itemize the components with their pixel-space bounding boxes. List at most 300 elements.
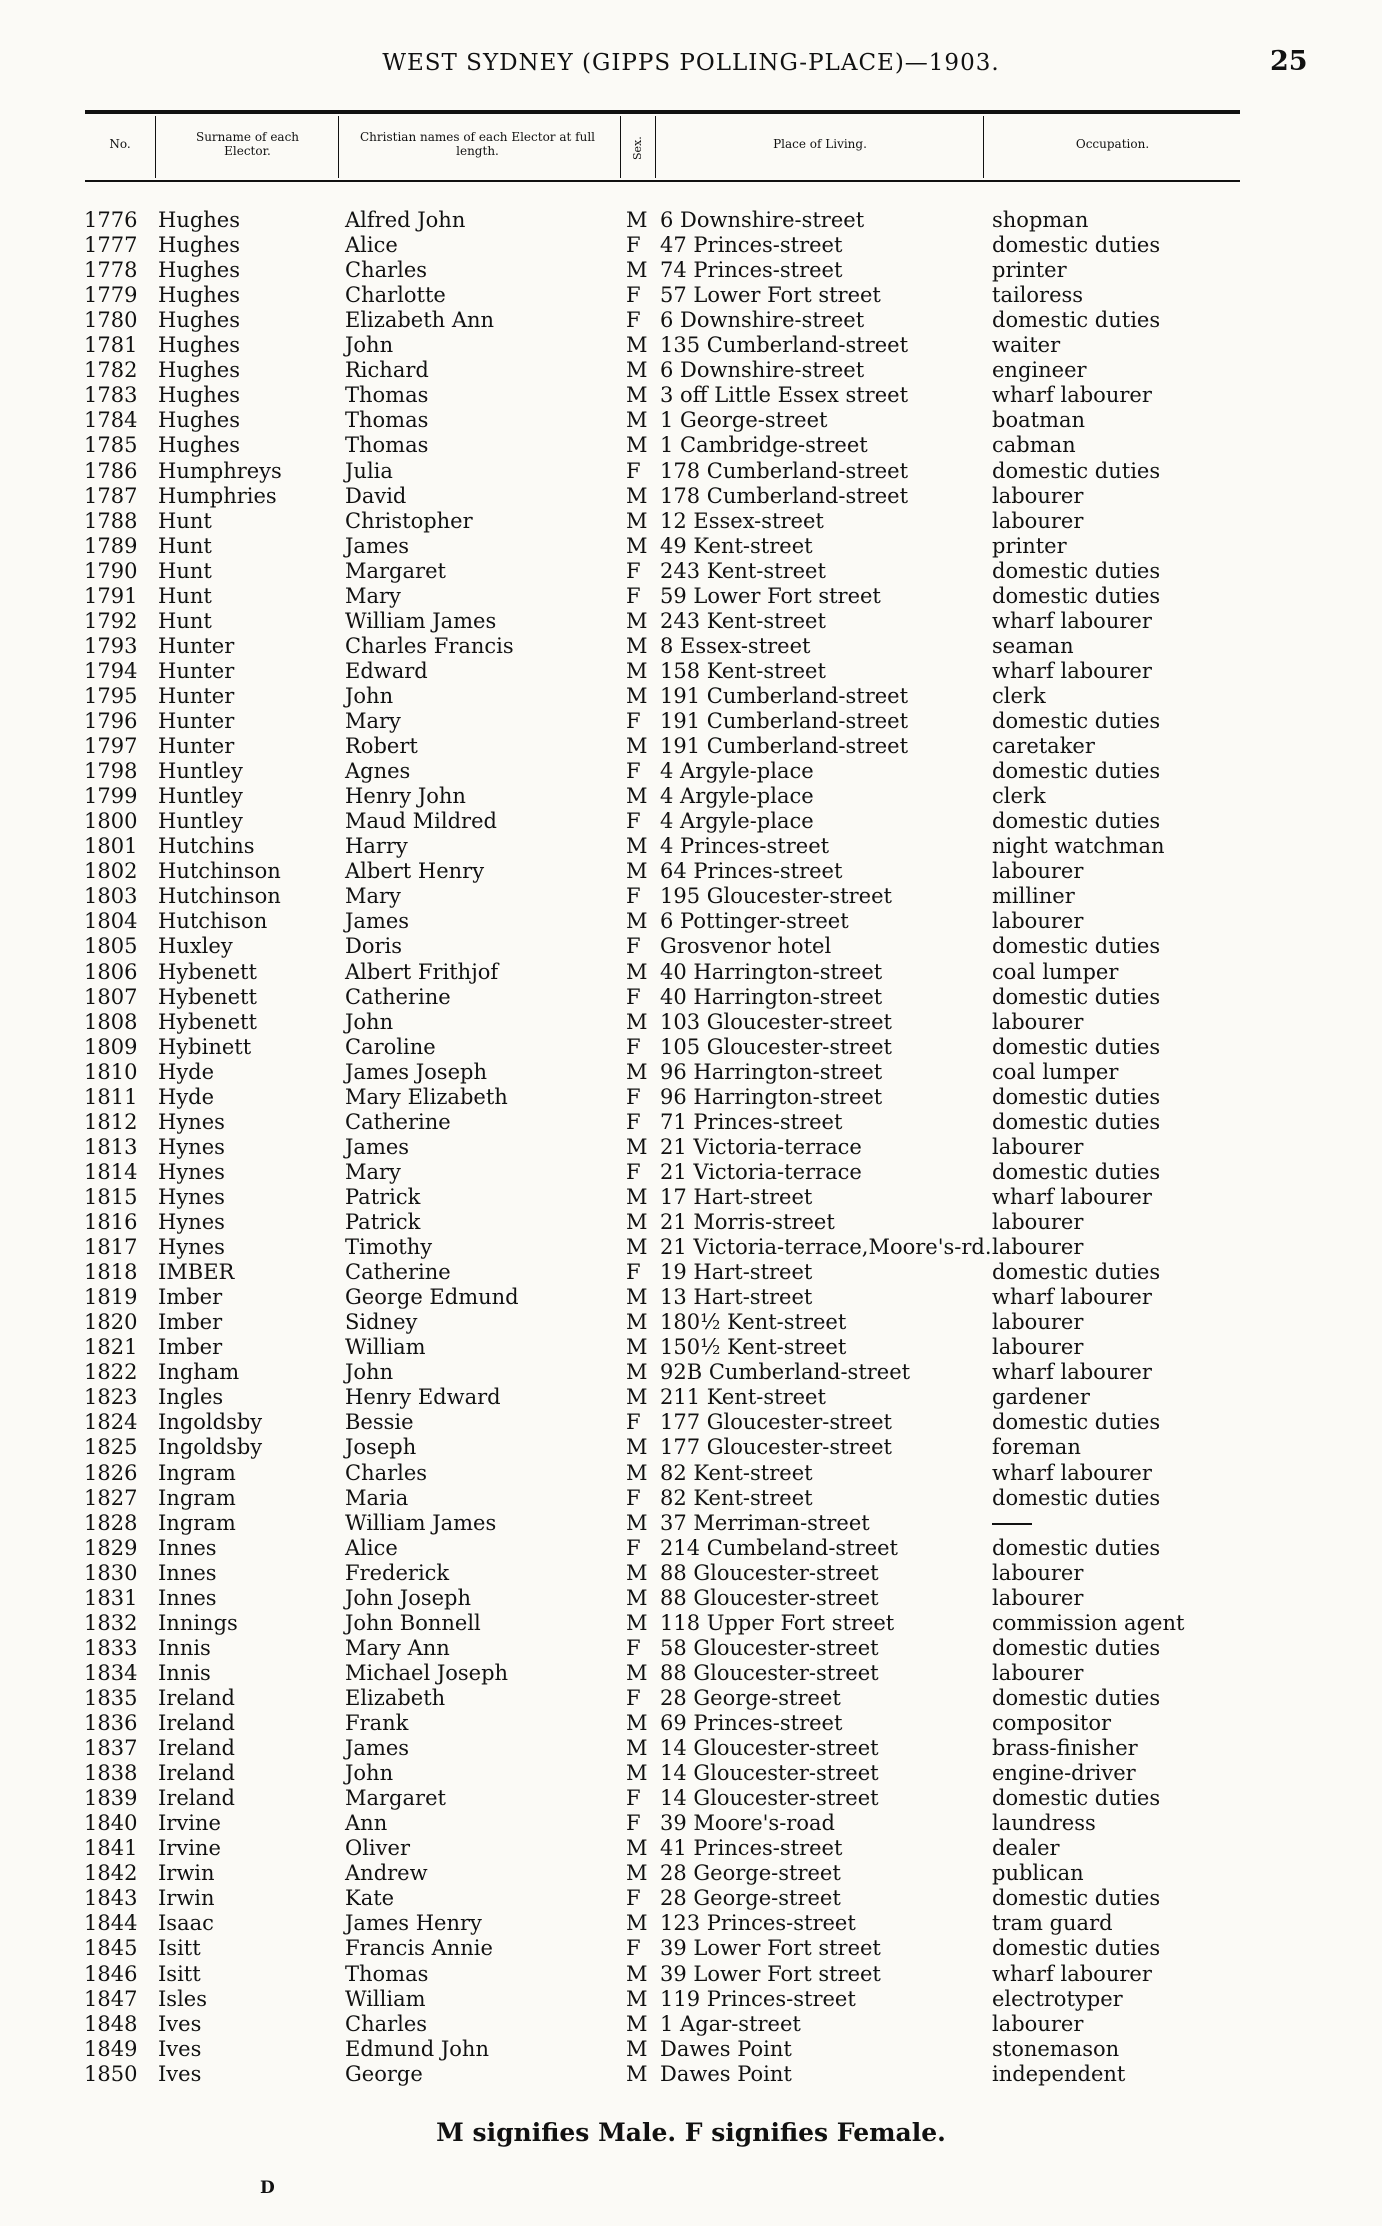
elector-surname: Hyde (158, 1084, 215, 1109)
elector-number: 1838 (84, 1761, 138, 1786)
elector-surname: Ingoldsby (158, 1435, 263, 1460)
elector-place-of-living: 158 Kent-street (660, 658, 826, 683)
elector-surname: Hynes (158, 1210, 225, 1234)
elector-surname: Innings (158, 1610, 238, 1635)
elector-number: 1850 (84, 2061, 138, 2086)
header-christian-names: Christian names of each Elector at full length. (360, 130, 595, 158)
elector-number: 1841 (84, 1836, 138, 1861)
elector-occupation: domestic duties (992, 558, 1161, 583)
elector-surname: Imber (158, 1335, 223, 1360)
elector-occupation: domestic duties (992, 1635, 1161, 1660)
elector-surname: Hughes (158, 308, 241, 333)
elector-surname: Isitt (158, 1936, 201, 1961)
elector-sex: M (626, 258, 648, 283)
elector-sex: F (626, 1260, 641, 1285)
column-divider (155, 116, 156, 178)
elector-sex: F (626, 1786, 641, 1811)
elector-occupation: domestic duties (992, 583, 1161, 608)
elector-christian-names: George Edmund (345, 1285, 519, 1310)
elector-number: 1813 (84, 1134, 138, 1159)
elector-surname: Hutchison (158, 909, 268, 934)
elector-surname: Hughes (158, 233, 241, 258)
elector-christian-names: Mary (345, 709, 401, 733)
elector-christian-names: James (345, 1736, 410, 1761)
elector-place-of-living: 135 Cumberland-street (660, 333, 909, 358)
elector-place-of-living: 64 Princes-street (660, 859, 843, 884)
elector-sex: F (626, 458, 641, 483)
elector-number: 1784 (84, 408, 138, 433)
table-row (0, 1536, 1382, 1561)
elector-number: 1776 (84, 208, 138, 232)
elector-sex: F (626, 1685, 641, 1710)
elector-place-of-living: 74 Princes-street (660, 258, 843, 283)
elector-place-of-living: 21 Morris-street (660, 1210, 835, 1234)
elector-surname: Irvine (158, 1836, 221, 1861)
elector-christian-names: Thomas (345, 383, 429, 408)
elector-occupation: printer (992, 258, 1067, 283)
elector-occupation: domestic duties (992, 1260, 1161, 1285)
elector-christian-names: William James (345, 1510, 497, 1535)
elector-christian-names: Maud Mildred (345, 809, 497, 834)
elector-sex: M (626, 1009, 648, 1034)
elector-sex: F (626, 934, 641, 959)
elector-christian-names: Francis Annie (345, 1936, 493, 1961)
elector-sex: M (626, 383, 648, 408)
elector-sex: F (626, 308, 641, 333)
elector-surname: Innis (158, 1635, 211, 1660)
elector-surname: Hunt (158, 608, 212, 633)
elector-occupation: engine-driver (992, 1761, 1136, 1786)
elector-occupation: domestic duties (992, 809, 1161, 834)
table-row (0, 1360, 1382, 1385)
elector-place-of-living: 37 Merriman-street (660, 1510, 870, 1535)
elector-surname: Ireland (158, 1761, 235, 1786)
elector-place-of-living: 4 Princes-street (660, 834, 830, 859)
elector-occupation: wharf labourer (992, 1360, 1152, 1385)
elector-sex: M (626, 734, 648, 759)
elector-number: 1836 (84, 1711, 138, 1735)
elector-sex: M (626, 834, 648, 859)
elector-christian-names: Michael Joseph (345, 1660, 509, 1685)
elector-number: 1835 (84, 1685, 138, 1710)
table-row (0, 1911, 1382, 1936)
elector-surname: Ives (158, 2061, 202, 2086)
elector-place-of-living: 82 Kent-street (660, 1460, 813, 1485)
elector-number: 1846 (84, 1961, 138, 1986)
elector-surname: Humphreys (158, 458, 282, 483)
elector-place-of-living: 1 Agar-street (660, 2011, 801, 2036)
elector-sex: M (626, 784, 648, 809)
elector-occupation: labourer (992, 1235, 1084, 1260)
elector-sex: M (626, 1560, 648, 1585)
elector-sex: M (626, 683, 648, 708)
elector-occupation: waiter (992, 333, 1061, 358)
elector-sex: M (626, 1134, 648, 1159)
elector-number: 1786 (84, 458, 138, 483)
elector-sex: M (626, 1961, 648, 1986)
elector-christian-names: Bessie (345, 1410, 414, 1435)
occupation-blank-dash (992, 1523, 1032, 1525)
elector-place-of-living: 6 Pottinger-street (660, 909, 849, 934)
elector-place-of-living: 28 George-street (660, 1861, 841, 1886)
elector-christian-names: Julia (345, 458, 393, 483)
elector-number: 1824 (84, 1410, 138, 1435)
elector-occupation: electrotyper (992, 1986, 1123, 2011)
elector-number: 1781 (84, 333, 138, 358)
elector-occupation: labourer (992, 909, 1084, 934)
elector-surname: Hughes (158, 408, 241, 433)
table-row (0, 960, 1382, 985)
elector-surname: Ireland (158, 1736, 235, 1761)
table-row (0, 884, 1382, 909)
elector-christian-names: John (345, 1009, 394, 1034)
table-row (0, 383, 1382, 408)
elector-surname: Hughes (158, 283, 241, 308)
table-row (0, 1836, 1382, 1861)
elector-place-of-living: 58 Gloucester-street (660, 1635, 879, 1660)
header-place-of-living: Place of Living. (773, 137, 867, 151)
elector-surname: IMBER (158, 1260, 235, 1285)
elector-sex: F (626, 1084, 641, 1109)
elector-christian-names: Richard (345, 358, 429, 383)
column-divider (655, 116, 656, 178)
elector-place-of-living: 180½ Kent-street (660, 1310, 847, 1335)
table-row (0, 1260, 1382, 1285)
elector-surname: Ives (158, 2011, 202, 2036)
page-title: WEST SYDNEY (GIPPS POLLING-PLACE)—1903. (382, 50, 1000, 76)
table-row (0, 333, 1382, 358)
elector-sex: M (626, 1836, 648, 1861)
table-row (0, 1110, 1382, 1135)
elector-sex: M (626, 1660, 648, 1685)
elector-number: 1789 (84, 533, 138, 558)
elector-place-of-living: 47 Princes-street (660, 233, 843, 258)
elector-christian-names: Mary (345, 884, 401, 909)
elector-occupation: domestic duties (992, 984, 1161, 1009)
elector-occupation: wharf labourer (992, 658, 1152, 683)
elector-sex: M (626, 2036, 648, 2061)
elector-christian-names: Frederick (345, 1560, 450, 1585)
elector-occupation: dealer (992, 1836, 1060, 1861)
elector-sex: M (626, 608, 648, 633)
elector-christian-names: Patrick (345, 1210, 421, 1234)
header-no: No. (109, 137, 131, 151)
elector-occupation: domestic duties (992, 1034, 1161, 1059)
elector-number: 1795 (84, 683, 138, 708)
table-row (0, 1035, 1382, 1060)
table-row (0, 283, 1382, 308)
elector-surname: Irwin (158, 1886, 215, 1911)
elector-sex: M (626, 859, 648, 884)
elector-place-of-living: 195 Gloucester-street (660, 884, 892, 909)
elector-surname: Hughes (158, 208, 241, 232)
table-row (0, 1661, 1382, 1686)
elector-occupation: publican (992, 1861, 1084, 1886)
elector-sex: M (626, 2061, 648, 2086)
elector-place-of-living: 21 Victoria-terrace (660, 1159, 862, 1184)
elector-christian-names: James (345, 533, 410, 558)
elector-place-of-living: 243 Kent-street (660, 608, 826, 633)
table-row (0, 1335, 1382, 1360)
elector-sex: M (626, 408, 648, 433)
elector-christian-names: James Joseph (345, 1059, 487, 1084)
elector-sex: M (626, 633, 648, 658)
elector-number: 1842 (84, 1861, 138, 1886)
elector-number: 1812 (84, 1109, 138, 1134)
elector-sex: M (626, 1059, 648, 1084)
elector-sex: M (626, 1210, 648, 1234)
elector-place-of-living: 6 Downshire-street (660, 308, 865, 333)
elector-occupation: gardener (992, 1385, 1090, 1410)
elector-occupation: night watchman (992, 834, 1165, 859)
elector-christian-names: Catherine (345, 1260, 451, 1285)
elector-surname: Hynes (158, 1134, 225, 1159)
table-row (0, 934, 1382, 959)
elector-sex: F (626, 1485, 641, 1510)
elector-surname: Huxley (158, 934, 233, 959)
elector-occupation: domestic duties (992, 1535, 1161, 1560)
elector-surname: Irvine (158, 1811, 221, 1836)
elector-occupation: domestic duties (992, 1786, 1161, 1811)
elector-number: 1778 (84, 258, 138, 283)
elector-occupation: domestic duties (992, 1936, 1161, 1961)
table-row (0, 1135, 1382, 1160)
elector-place-of-living: 103 Gloucester-street (660, 1009, 892, 1034)
table-row (0, 985, 1382, 1010)
elector-place-of-living: 71 Princes-street (660, 1109, 843, 1134)
elector-christian-names: Albert Henry (345, 859, 485, 884)
elector-number: 1809 (84, 1034, 138, 1059)
elector-number: 1804 (84, 909, 138, 934)
elector-christian-names: Oliver (345, 1836, 410, 1861)
elector-number: 1821 (84, 1335, 138, 1360)
elector-number: 1802 (84, 859, 138, 884)
column-divider (338, 116, 339, 178)
elector-place-of-living: 39 Lower Fort street (660, 1936, 881, 1961)
table-row (0, 1686, 1382, 1711)
elector-place-of-living: 40 Harrington-street (660, 959, 883, 984)
elector-occupation: domestic duties (992, 1084, 1161, 1109)
elector-place-of-living: 191 Cumberland-street (660, 683, 909, 708)
column-divider (983, 116, 984, 178)
table-row (0, 1285, 1382, 1310)
elector-number: 1832 (84, 1610, 138, 1635)
elector-christian-names: Caroline (345, 1034, 436, 1059)
elector-christian-names: Charles (345, 2011, 428, 2036)
elector-place-of-living: 6 Downshire-street (660, 208, 865, 232)
elector-sex: M (626, 208, 648, 232)
elector-sex: M (626, 959, 648, 984)
elector-surname: Hunter (158, 658, 235, 683)
elector-number: 1805 (84, 934, 138, 959)
elector-christian-names: Agnes (345, 759, 411, 784)
elector-occupation: labourer (992, 2011, 1084, 2036)
elector-place-of-living: 119 Princes-street (660, 1986, 856, 2011)
elector-surname: Isles (158, 1986, 207, 2011)
table-row (0, 634, 1382, 659)
elector-place-of-living: 28 George-street (660, 1685, 841, 1710)
elector-occupation: engineer (992, 358, 1087, 383)
elector-place-of-living: 14 Gloucester-street (660, 1736, 879, 1761)
elector-christian-names: Charles (345, 258, 428, 283)
elector-number: 1830 (84, 1560, 138, 1585)
elector-surname: Innes (158, 1585, 217, 1610)
table-row (0, 484, 1382, 509)
elector-occupation: commission agent (992, 1610, 1185, 1635)
elector-place-of-living: 4 Argyle-place (660, 759, 814, 784)
table-row (0, 909, 1382, 934)
elector-place-of-living: 82 Kent-street (660, 1485, 813, 1510)
elector-surname: Ingram (158, 1510, 236, 1535)
elector-sex: M (626, 1986, 648, 2011)
elector-place-of-living: 105 Gloucester-street (660, 1034, 892, 1059)
elector-place-of-living: 243 Kent-street (660, 558, 826, 583)
elector-christian-names: William (345, 1986, 426, 2011)
elector-sex: M (626, 1861, 648, 1886)
elector-occupation: labourer (992, 1560, 1084, 1585)
elector-surname: Hughes (158, 333, 241, 358)
table-row (0, 584, 1382, 609)
elector-christian-names: John (345, 333, 394, 358)
table-row (0, 358, 1382, 383)
elector-place-of-living: 14 Gloucester-street (660, 1761, 879, 1786)
elector-number: 1825 (84, 1435, 138, 1460)
elector-sex: M (626, 333, 648, 358)
elector-number: 1785 (84, 433, 138, 458)
elector-surname: Hunter (158, 709, 235, 733)
elector-place-of-living: 214 Cumbeland-street (660, 1535, 898, 1560)
elector-occupation: caretaker (992, 734, 1095, 759)
elector-sex: F (626, 984, 641, 1009)
elector-christian-names: Maria (345, 1485, 409, 1510)
table-row (0, 809, 1382, 834)
elector-occupation: milliner (992, 884, 1075, 909)
elector-number: 1817 (84, 1235, 138, 1260)
elector-place-of-living: Grosvenor hotel (660, 934, 832, 959)
table-row (0, 433, 1382, 458)
table-row (0, 1410, 1382, 1435)
sex-legend: M signifies Male. F signifies Female. (436, 2118, 946, 2147)
elector-number: 1783 (84, 383, 138, 408)
elector-sex: M (626, 2011, 648, 2036)
elector-number: 1811 (84, 1084, 138, 1109)
elector-place-of-living: 19 Hart-street (660, 1260, 813, 1285)
table-row (0, 684, 1382, 709)
elector-number: 1819 (84, 1285, 138, 1310)
elector-occupation: domestic duties (992, 1159, 1161, 1184)
elector-place-of-living: 41 Princes-street (660, 1836, 843, 1861)
column-divider (620, 116, 621, 178)
elector-surname: Hutchinson (158, 884, 281, 909)
elector-sex: F (626, 884, 641, 909)
elector-place-of-living: 39 Moore's-road (660, 1811, 835, 1836)
elector-sex: M (626, 1911, 648, 1936)
elector-occupation: labourer (992, 508, 1084, 533)
elector-occupation: stonemason (992, 2036, 1120, 2061)
elector-surname: Hynes (158, 1184, 225, 1209)
elector-christian-names: James (345, 909, 410, 934)
page-number: 25 (1270, 46, 1308, 77)
elector-number: 1844 (84, 1911, 138, 1936)
elector-number: 1796 (84, 709, 138, 733)
elector-christian-names: Doris (345, 934, 403, 959)
elector-occupation: cabman (992, 433, 1076, 458)
elector-surname: Hunt (158, 533, 212, 558)
elector-place-of-living: 1 Cambridge-street (660, 433, 868, 458)
elector-occupation: independent (992, 2061, 1126, 2086)
elector-place-of-living: 21 Victoria-terrace (660, 1134, 862, 1159)
table-row (0, 459, 1382, 484)
elector-surname: Imber (158, 1285, 223, 1310)
table-row (0, 1936, 1382, 1961)
elector-sex: F (626, 1886, 641, 1911)
elector-occupation: labourer (992, 1660, 1084, 1685)
elector-christian-names: John (345, 1360, 394, 1385)
elector-occupation: wharf labourer (992, 608, 1152, 633)
elector-christian-names: Edmund John (345, 2036, 489, 2061)
elector-christian-names: Henry Edward (345, 1385, 501, 1410)
elector-christian-names: Robert (345, 734, 418, 759)
elector-christian-names: Sidney (345, 1310, 418, 1335)
elector-number: 1843 (84, 1886, 138, 1911)
elector-christian-names: Edward (345, 658, 428, 683)
table-row (0, 734, 1382, 759)
elector-surname: Huntley (158, 759, 243, 784)
elector-number: 1831 (84, 1585, 138, 1610)
elector-christian-names: Elizabeth (345, 1685, 446, 1710)
header-sex: Sex. (631, 136, 644, 160)
elector-number: 1791 (84, 583, 138, 608)
elector-place-of-living: 3 off Little Essex street (660, 383, 909, 408)
elector-occupation (992, 1511, 1032, 1536)
elector-occupation: domestic duties (992, 1685, 1161, 1710)
elector-sex: M (626, 1510, 648, 1535)
elector-occupation: labourer (992, 859, 1084, 884)
elector-sex: F (626, 1159, 641, 1184)
elector-surname: Hunter (158, 683, 235, 708)
elector-occupation: labourer (992, 1134, 1084, 1159)
table-row (0, 1886, 1382, 1911)
elector-christian-names: Charlotte (345, 283, 446, 308)
table-row (0, 1060, 1382, 1085)
elector-surname: Huntley (158, 784, 243, 809)
elector-christian-names: Patrick (345, 1184, 421, 1209)
elector-number: 1834 (84, 1660, 138, 1685)
table-row (0, 1210, 1382, 1235)
elector-place-of-living: 17 Hart-street (660, 1184, 813, 1209)
elector-place-of-living: 177 Gloucester-street (660, 1410, 892, 1435)
table-row (0, 1461, 1382, 1486)
elector-place-of-living: 12 Essex-street (660, 508, 824, 533)
table-row (0, 408, 1382, 433)
elector-surname: Innes (158, 1535, 217, 1560)
elector-sex: M (626, 1761, 648, 1786)
table-row (0, 1185, 1382, 1210)
elector-christian-names: Ann (345, 1811, 388, 1836)
table-row (0, 1010, 1382, 1035)
elector-sex: M (626, 1711, 648, 1735)
table-row (0, 2012, 1382, 2037)
elector-christian-names: Thomas (345, 1961, 429, 1986)
elector-place-of-living: 123 Princes-street (660, 1911, 856, 1936)
elector-sex: M (626, 358, 648, 383)
table-row (0, 759, 1382, 784)
table-top-rule (85, 110, 1240, 114)
elector-christian-names: Mary Ann (345, 1635, 450, 1660)
table-row (0, 1160, 1382, 1185)
elector-sex: M (626, 483, 648, 508)
elector-surname: Hynes (158, 1235, 225, 1260)
